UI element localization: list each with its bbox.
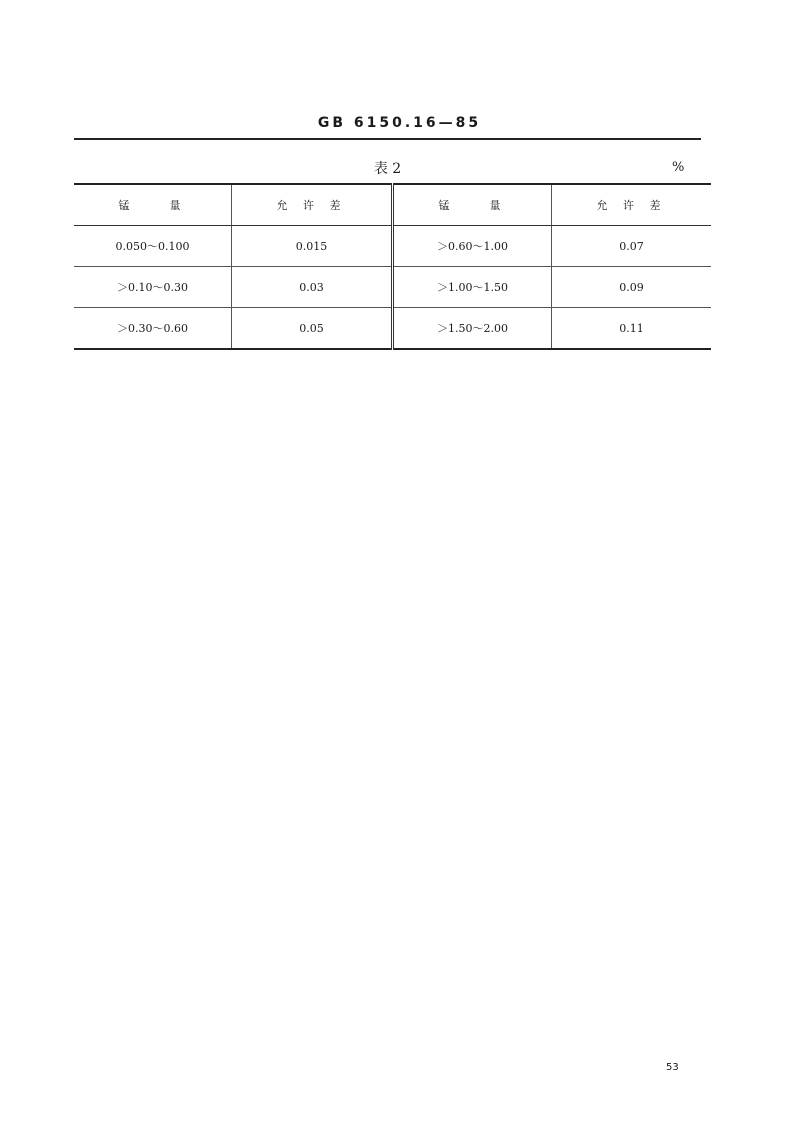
table-cell: ＞1.00～1.50: [393, 267, 552, 308]
table-cell: ＞0.60～1.00: [393, 226, 552, 267]
page-number: 53: [666, 1062, 679, 1073]
table-caption: 表 2: [373, 161, 402, 177]
table-cell: 0.11: [552, 308, 712, 350]
table-row: [74, 226, 711, 267]
tolerance-table: [74, 183, 711, 350]
table-cell: ＞0.10～0.30: [74, 267, 232, 308]
standard-code-header: GB 6150.16—85: [317, 115, 482, 131]
table-cell: ＞0.30～0.60: [74, 308, 232, 350]
header-rule: [74, 138, 701, 140]
table-row: [74, 308, 711, 350]
column-header-manganese-content: 锰 量: [74, 184, 232, 226]
table-cell: 0.03: [232, 267, 393, 308]
table-unit: %: [672, 160, 685, 175]
table-row: [74, 267, 711, 308]
table-cell: 0.07: [552, 226, 712, 267]
table-cell: 0.015: [232, 226, 393, 267]
table-header-row: [74, 184, 711, 226]
table-cell: 0.09: [552, 267, 712, 308]
table-cell: ＞1.50～2.00: [393, 308, 552, 350]
column-header-tolerance: 允 许 差: [232, 184, 393, 226]
table-cell: 0.050～0.100: [74, 226, 232, 267]
column-header-tolerance: 允 许 差: [552, 184, 712, 226]
table-cell: 0.05: [232, 308, 393, 350]
column-header-manganese-content: 锰 量: [393, 184, 552, 226]
